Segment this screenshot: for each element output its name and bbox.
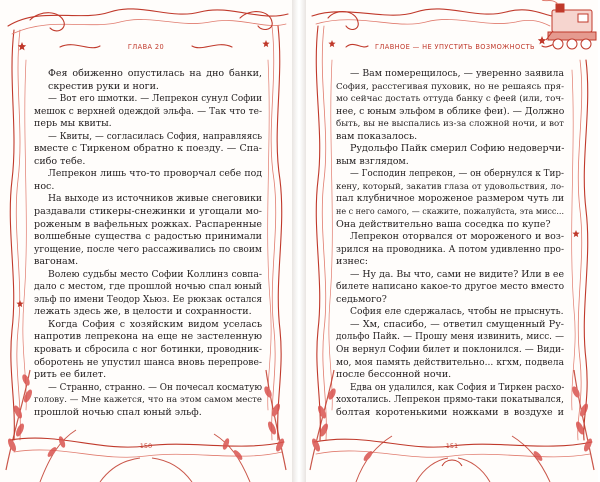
text-line: эльф по имени Теодор Хьюз. Ее рюкзак остался [34, 294, 262, 305]
text-line: Она действительно ваша соседка по купе? [336, 218, 551, 230]
text-line: волшебные существа с радостью принимали [34, 231, 262, 243]
page-number: 151 [445, 442, 459, 450]
book-gutter [292, 0, 306, 482]
running-header: ГЛАВНОЕ — НЕ УПУСТИТЬ ВОЗМОЖНОСТЬ [375, 43, 535, 51]
text-line: — Вот его шмотки. — Лепрекон сунул Софии [48, 94, 262, 105]
text-line: Рудольфо Пайк смерил Софию недоверчи- [350, 143, 564, 155]
text-line: вагонам. [34, 256, 79, 268]
page-text [34, 68, 262, 419]
text-line: нос. [34, 180, 55, 192]
text-line: дольфо Пайк. — Прошу меня извинить, мисс. — [336, 332, 564, 343]
text-line: — Квиты, — согласилась София, направляясь [48, 131, 262, 142]
text-line: голову. — Мне кажется, что на этом самом месте [34, 395, 262, 406]
text-line: вым взглядом. [336, 155, 409, 167]
star-icon [328, 40, 335, 47]
text-line: мешок с верхней одеждой эльфа. — Так что те- [34, 106, 262, 117]
text-line: пал клубничное мороженое размером чуть ли [336, 193, 564, 205]
text-line: София еле сдержалась, чтобы не прыснуть. [350, 306, 564, 318]
text-line: не с него самого, — скажите, пожалуйста, эта мисс... [336, 207, 564, 217]
text-line: — Господин лепрекон, — он обернулся к Тир- [350, 169, 564, 180]
text-line: Он вернул Софии билет и поклонился. — Види- [336, 345, 564, 356]
text-line: быть, вы не выспались из-за сложной ночи, и вот [336, 119, 564, 130]
text-line: мо сейчас достать оттуда банку с феей (или, точ- [336, 94, 564, 105]
text-line: Лепрекон оторвался от мороженого и воз- [350, 231, 564, 243]
left-page [0, 0, 292, 482]
text-line: мо, моя память действительно... кгхм, подвела [336, 357, 564, 368]
text-line: Волею судьбы место Софии Коллинз совпа- [48, 268, 262, 280]
text-line: сибо тебе. [34, 155, 86, 167]
page-text [336, 68, 564, 419]
text-line: София, расстегивая пуховик, но не решаясь пря- [336, 81, 564, 92]
swirl-ornament-icon [442, 460, 462, 466]
text-line: роженым в вафельных рожках. Распаренные [34, 218, 262, 230]
text-line: вместе с Тиркеном обратно к поезду. — Спа- [34, 143, 262, 155]
text-line: оборотень не упустил шанса вновь перепрове- [34, 356, 262, 368]
text-line: — Странно, странно. — Он почесал косматую [48, 382, 262, 393]
text-line: Едва он удалился, как София и Тиркен расхо- [350, 382, 564, 393]
text-line: зрился на проводника. А потом удивленно про- [336, 244, 564, 255]
text-line: рить ее билет. [34, 369, 107, 381]
text-line: перь мы квиты. [34, 118, 112, 130]
text-line: напротив лепрекона на еще не застеленную [34, 331, 262, 343]
text-line: после бессонной ночи. [336, 369, 452, 381]
page-number: 150 [139, 442, 153, 450]
text-line: угощение, после чего рассаживались по своим [34, 244, 262, 255]
text-line: раздавали стикеры-снежинки и угощали мо- [34, 206, 262, 218]
text-line: изнес: [336, 256, 368, 268]
text-line: скрестив руки и ноги. [48, 80, 159, 92]
text-line: На выходе из источников живые снеговики [48, 193, 262, 205]
locomotive-icon [542, 0, 596, 49]
text-line: болтая коротенькими ножками в воздухе и [336, 406, 564, 418]
text-line: седьмого? [336, 293, 387, 305]
text-line: прошлой ночью спал юный эльф. [34, 406, 202, 418]
text-line: Когда София с хозяйским видом уселась [48, 318, 262, 330]
text-line: дало с местом, где прошлой ночью спал юный [34, 281, 262, 293]
text-line: хохотались. Лепрекон прямо-таки покатывался, [336, 395, 564, 406]
text-line: — Вам померещилось, — уверенно заявила [350, 68, 564, 79]
text-line: Лепрекон лишь что-то проворчал себе под [48, 168, 262, 180]
text-line: кену, который, закатив глаза от удовольствия, ло- [336, 181, 564, 192]
text-line: Фея обиженно опустилась на дно банки, [48, 68, 262, 79]
text-line: лежать здесь же, в целости и сохранности. [34, 306, 252, 318]
text-line: нее, с юным эльфом в облике феи). — Должно [336, 105, 564, 117]
text-line: — Ну да. Вы что, сами не видите? Или в ее [350, 268, 564, 280]
right-page [306, 0, 598, 482]
running-header: ГЛАВА 20 [127, 43, 165, 51]
text-line: вам показалось. [336, 130, 418, 142]
text-line: кровать и сбросила с ног ботинки, проводник- [34, 344, 262, 356]
text-line: — Хм, спасибо, — ответил смущенный Ру- [350, 318, 564, 330]
text-line: билете написано какое-то другое место вместо [336, 282, 564, 293]
